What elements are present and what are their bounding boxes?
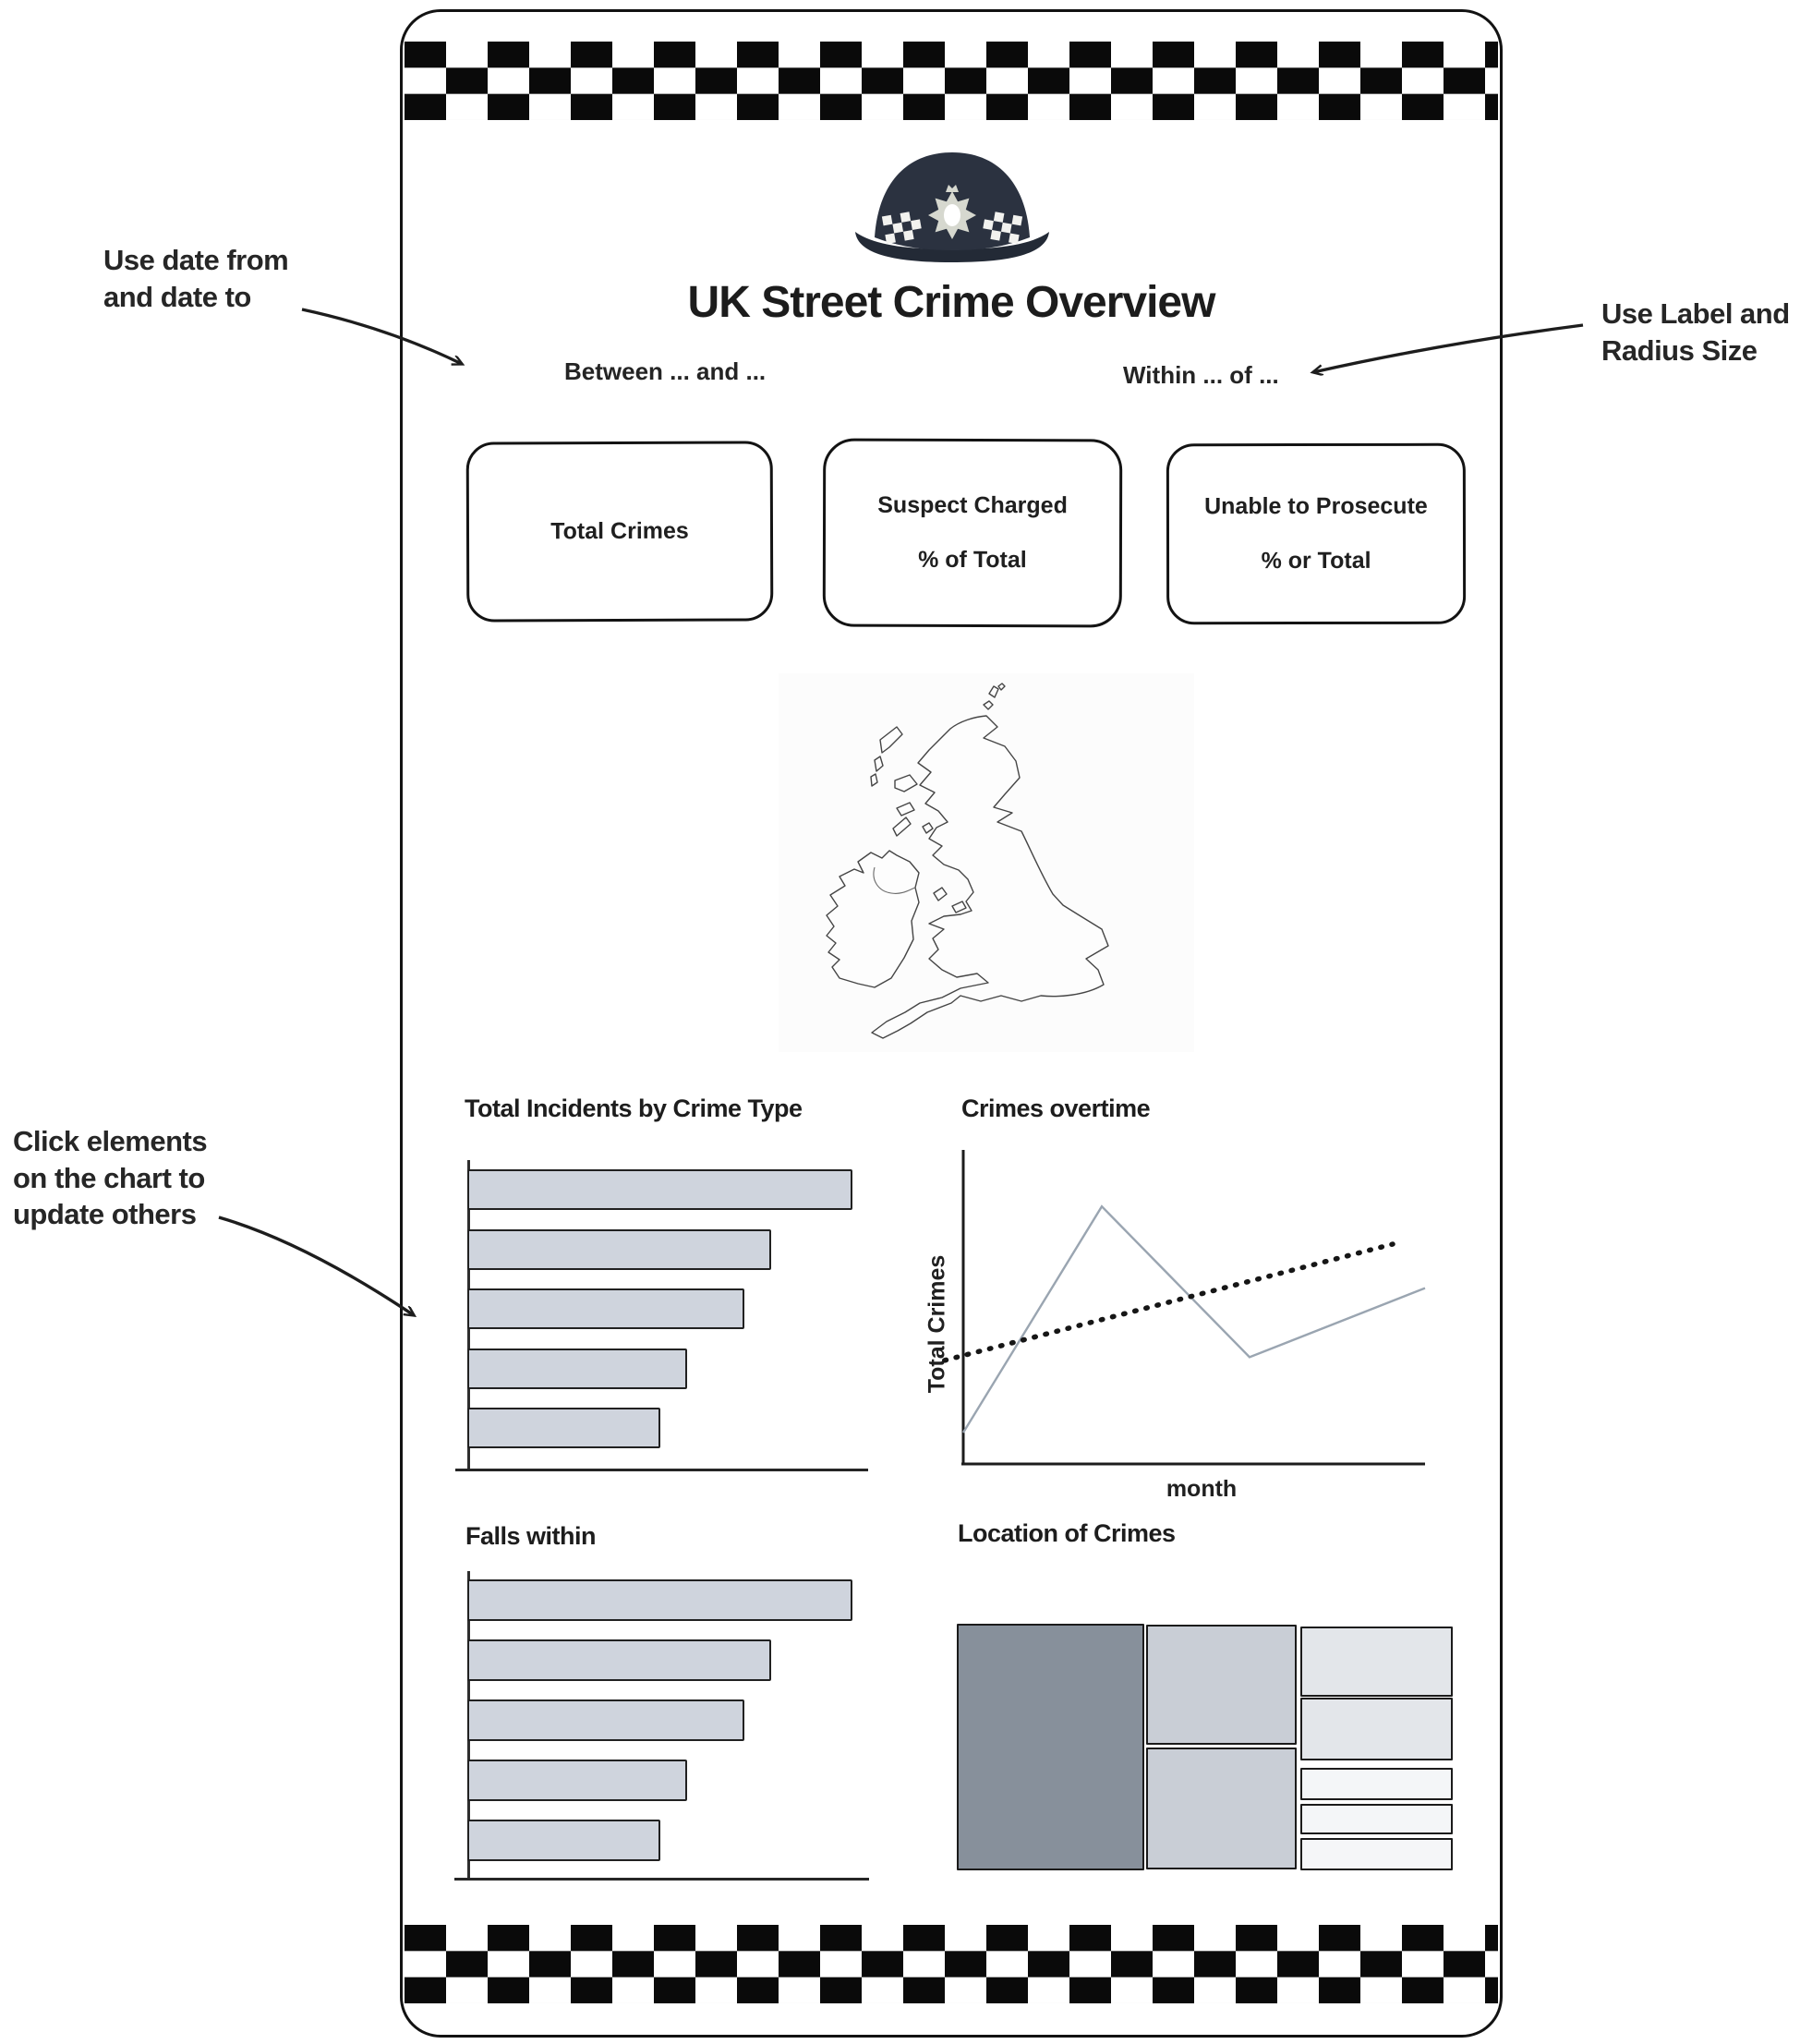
annotation-radius-filter	[1601, 296, 1812, 369]
radius-filter[interactable]: Within ... of ...	[1123, 361, 1279, 389]
bar-2[interactable]	[467, 1229, 771, 1270]
bar-4[interactable]	[467, 1760, 687, 1801]
x-axis	[455, 1469, 868, 1471]
bar-chart-incidents-by-crime-type	[467, 1169, 892, 1474]
annotation-cross-filter	[13, 1123, 299, 1233]
annotation-line: Click elements	[13, 1125, 208, 1157]
police-checker-band-top	[405, 42, 1498, 120]
kpi-label: Unable to Prosecute	[1204, 492, 1428, 520]
line-series-trend[interactable]	[945, 1244, 1393, 1361]
treemap-block-4[interactable]	[1300, 1627, 1453, 1697]
bar-5[interactable]	[467, 1408, 660, 1448]
bar-5[interactable]	[467, 1820, 660, 1861]
x-axis-label: month	[1166, 1476, 1238, 1502]
annotation-line: Use date from	[103, 244, 289, 276]
kpi-label: Suspect Charged	[877, 491, 1068, 519]
kpi-sublabel: % of Total	[918, 546, 1027, 574]
chart-title-crimes-overtime: Crimes overtime	[961, 1095, 1151, 1122]
kpi-label: Total Crimes	[550, 517, 689, 545]
chart-title-location-of-crimes: Location of Crimes	[958, 1519, 1176, 1547]
annotation-line: Use Label and	[1601, 297, 1790, 330]
bar-2[interactable]	[467, 1639, 771, 1681]
police-checker-band-bottom	[405, 1925, 1498, 2003]
treemap-block-3[interactable]	[1146, 1748, 1297, 1869]
annotation-line: on the chart to	[13, 1161, 205, 1194]
dashboard-panel	[400, 9, 1503, 2038]
line-chart-crimes-overtime	[940, 1143, 1439, 1478]
treemap-block-1[interactable]	[957, 1624, 1144, 1870]
treemap-block-7[interactable]	[1300, 1804, 1453, 1834]
annotation-line: and date to	[103, 280, 251, 313]
bar-1[interactable]	[467, 1169, 852, 1210]
treemap-block-5[interactable]	[1300, 1698, 1453, 1760]
annotation-date-filter	[103, 242, 371, 315]
treemap-block-6[interactable]	[1300, 1768, 1453, 1800]
bar-4[interactable]	[467, 1349, 687, 1389]
kpi-sublabel: % or Total	[1261, 547, 1371, 574]
date-range-filter[interactable]: Between ... and ...	[564, 357, 767, 385]
kpi-card-suspect-charged[interactable]	[823, 439, 1123, 628]
uk-outline-map[interactable]	[779, 673, 1194, 1052]
bar-3[interactable]	[467, 1288, 744, 1329]
bar-1[interactable]	[467, 1579, 852, 1621]
annotation-line: Radius Size	[1601, 333, 1758, 367]
treemap-location-of-crimes	[957, 1624, 1453, 1870]
bar-chart-falls-within	[467, 1579, 892, 1884]
police-hat-icon	[851, 149, 1054, 265]
chart-title-falls-within: Falls within	[465, 1522, 597, 1550]
line-series-total-crimes[interactable]	[963, 1206, 1425, 1433]
kpi-card-unable-to-prosecute[interactable]	[1166, 443, 1466, 625]
chart-title-incidents-by-crime-type: Total Incidents by Crime Type	[465, 1095, 803, 1122]
bar-3[interactable]	[467, 1699, 744, 1741]
kpi-card-total-crimes[interactable]	[466, 441, 774, 622]
x-axis	[454, 1878, 869, 1881]
page-title: UK Street Crime Overview	[687, 278, 1215, 327]
y-axis-label: Total Crimes	[924, 1254, 950, 1394]
annotation-line: update others	[13, 1198, 197, 1231]
treemap-block-2[interactable]	[1146, 1625, 1297, 1744]
treemap-block-8[interactable]	[1300, 1838, 1453, 1870]
